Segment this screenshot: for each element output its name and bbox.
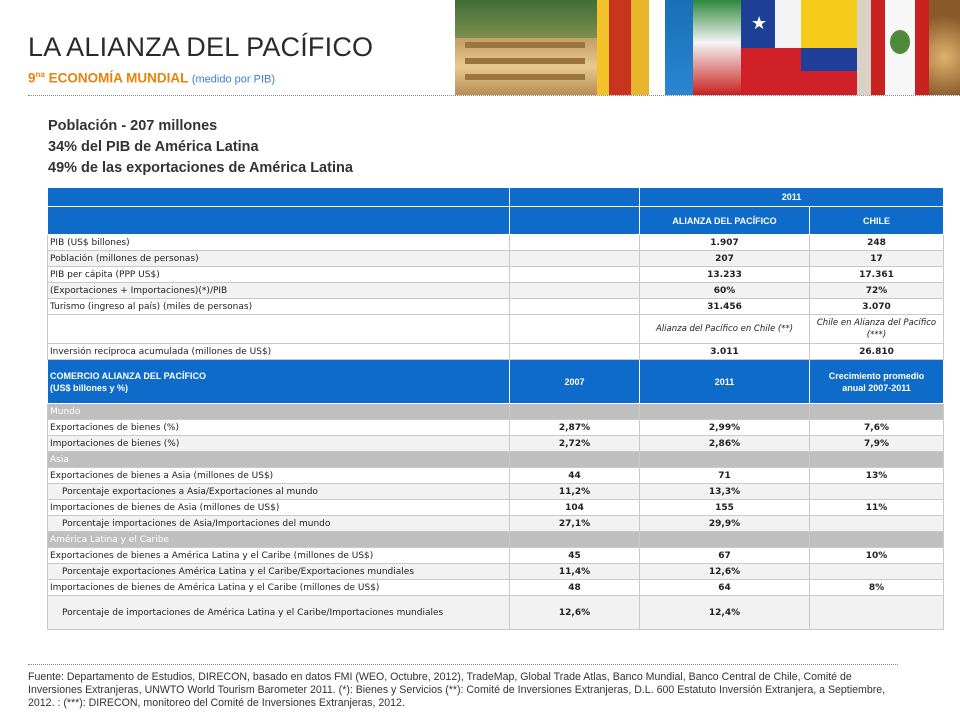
value-2011: 67 [640,548,810,564]
value-growth [810,596,944,630]
subtitle-note: (medido por PIB) [191,73,276,86]
subtitle-rank: 9 [28,70,36,86]
footer-divider [28,664,898,665]
wood-planks-photo [455,0,597,95]
page-title: LA ALIANZA DEL PACÍFICO [28,32,374,62]
value-growth: 8% [810,580,944,596]
col-header-2011: 2011 [640,360,810,404]
value-2007: 12,6% [510,596,640,630]
empty-cell [48,207,510,235]
table-row [48,516,944,532]
empty-cell [640,452,810,468]
investment-b-value: 26.810 [810,344,944,360]
row-label: Importaciones de bienes de Asia (millones de US$) [48,500,510,516]
empty-cell [510,404,640,420]
empty-cell [510,251,640,267]
table-row [48,580,944,596]
row-label: Importaciones de bienes (%) [48,436,510,452]
value-2007: 11,4% [510,564,640,580]
value-2007: 27,1% [510,516,640,532]
value-2007: 45 [510,548,640,564]
value-2011: 2,99% [640,420,810,436]
col-header-chile: CHILE [810,207,944,235]
data-table [47,187,944,630]
commerce-header-row [48,360,944,404]
empty-cell [510,267,640,283]
commerce-title [48,360,510,404]
investment-sub-a: Alianza del Pacífico en Chile (**) [640,315,810,344]
table-row [48,299,944,315]
chile-value: 72% [810,283,944,299]
subtitle-superscript: na [35,70,45,79]
col-header-alianza: ALIANZA DEL PACÍFICO [640,207,810,235]
value-growth: 7,9% [810,436,944,452]
year-header: 2011 [640,188,944,207]
value-growth: 7,6% [810,420,944,436]
section-row [48,404,944,420]
header-row-year [48,188,944,207]
chile-value: 17.361 [810,267,944,283]
value-2011: 13,3% [640,484,810,500]
header-divider [28,95,960,96]
chile-flag-image: ★ [741,0,801,95]
row-label: Porcentaje exportaciones América Latina y el Caribe/Exportaciones mundiales [48,564,510,580]
row-label: PIB per cápita (PPP US$) [48,267,510,283]
value-2011: 71 [640,468,810,484]
value-growth: 13% [810,468,944,484]
subtitle-main-text: ECONOMÍA MUNDIAL [44,70,192,86]
value-growth [810,564,944,580]
table-row [48,548,944,564]
fact-population: Población - 207 millones [48,118,218,134]
table-row [48,564,944,580]
investment-sub-b: Chile en Alianza del Pacífico (***) [810,315,944,344]
row-label: PIB (US$ billones) [48,235,510,251]
empty-cell [510,299,640,315]
value-growth: 11% [810,500,944,516]
investment-a-value: 3.011 [640,344,810,360]
value-growth [810,484,944,500]
row-label: Inversión recíproca acumulada (millones de US$) [48,344,510,360]
peru-flag-image [871,0,929,95]
table-row [48,436,944,452]
growth-header-line2: anual 2007-2011 [842,382,911,393]
empty-cell [48,188,510,207]
fact-gdp-share: 34% del PIB de América Latina [48,139,259,155]
value-2011: 29,9% [640,516,810,532]
alianza-value: 13.233 [640,267,810,283]
commerce-title-line1: COMERCIO ALIANZA DEL PACÍFICO [50,370,206,381]
section-name: Asia [48,452,510,468]
source-footnote: Fuente: Departamento de Estudios, DIRECON, basado en datos FMI (WEO, Octubre, 2012), TradeMap, Global Trade Atlas, Banco Mundial, Banco Central de Chile, Comité de Inversiones Extranjeras, UNWTO World Tourism Barometer 2011. (*): Bienes y Servicios (**): Comité de Inversiones Extranjeras, D.L. 600 Estatuto Inversión Extranjera, a Septiembre, 2012. : (***): DIRECON, monitoreo del Comité de Inversiones Extranjeras, 2012. [28,671,886,709]
alianza-value: 31.456 [640,299,810,315]
empty-cell [510,235,640,251]
value-2007: 48 [510,580,640,596]
row-label: Población (millones de personas) [48,251,510,267]
empty-cell [48,315,510,344]
chile-value: 248 [810,235,944,251]
table-row [48,500,944,516]
section-row [48,532,944,548]
empty-cell [810,532,944,548]
empty-cell [510,532,640,548]
value-2007: 2,72% [510,436,640,452]
empty-cell [810,452,944,468]
row-label: Exportaciones de bienes (%) [48,420,510,436]
key-facts [48,116,353,179]
section-name: Mundo [48,404,510,420]
fact-exports-share: 49% de las exportaciones de América Latina [48,160,353,176]
value-2011: 2,86% [640,436,810,452]
empty-cell [510,283,640,299]
investment-row [48,344,944,360]
table-row [48,235,944,251]
growth-header-line1: Crecimiento promedio [828,370,925,381]
row-label: Exportaciones de bienes a América Latina y el Caribe (millones de US$) [48,548,510,564]
section-row [48,452,944,468]
col-header-2007: 2007 [510,360,640,404]
row-label: Porcentaje importaciones de Asia/Importaciones del mundo [48,516,510,532]
table-row [48,484,944,500]
empty-cell [510,344,640,360]
table-row [48,251,944,267]
alianza-value: 1.907 [640,235,810,251]
section-name: América Latina y el Caribe [48,532,510,548]
empty-cell [810,404,944,420]
alianza-value: 207 [640,251,810,267]
col-header-growth [810,360,944,404]
header-row-columns [48,207,944,235]
table-row [48,267,944,283]
table-row [48,283,944,299]
page-subtitle [28,70,275,86]
table-row [48,596,944,630]
spices-photo [929,0,960,95]
alianza-value: 60% [640,283,810,299]
row-label: Exportaciones de bienes a Asia (millones de US$) [48,468,510,484]
row-label: (Exportaciones + Importaciones)(*)/PIB [48,283,510,299]
table-row [48,468,944,484]
colombia-flag-image [801,0,857,95]
value-2011: 12,6% [640,564,810,580]
row-label: Turismo (ingreso al país) (miles de personas) [48,299,510,315]
table-row [48,420,944,436]
chile-value: 17 [810,251,944,267]
value-2007: 2,87% [510,420,640,436]
chile-value: 3.070 [810,299,944,315]
empty-cell [510,315,640,344]
empty-cell [510,452,640,468]
row-label: Porcentaje de importaciones de América Latina y el Caribe/Importaciones mundiales [48,596,510,630]
value-growth [810,516,944,532]
empty-cell [640,532,810,548]
value-2007: 44 [510,468,640,484]
value-2007: 11,2% [510,484,640,500]
row-label: Importaciones de bienes de América Latina y el Caribe (millones de US$) [48,580,510,596]
value-growth: 10% [810,548,944,564]
commerce-title-line2: (US$ billones y %) [50,382,129,393]
empty-cell [510,207,640,235]
mexico-flag-image [693,0,741,95]
empty-cell [640,404,810,420]
investment-subheader-row [48,315,944,344]
row-label: Porcentaje exportaciones a Asia/Exportaciones al mundo [48,484,510,500]
value-2011: 155 [640,500,810,516]
banner-photo-strip [455,0,960,95]
value-2007: 104 [510,500,640,516]
value-2011: 12,4% [640,596,810,630]
empty-cell [510,188,640,207]
value-2011: 64 [640,580,810,596]
